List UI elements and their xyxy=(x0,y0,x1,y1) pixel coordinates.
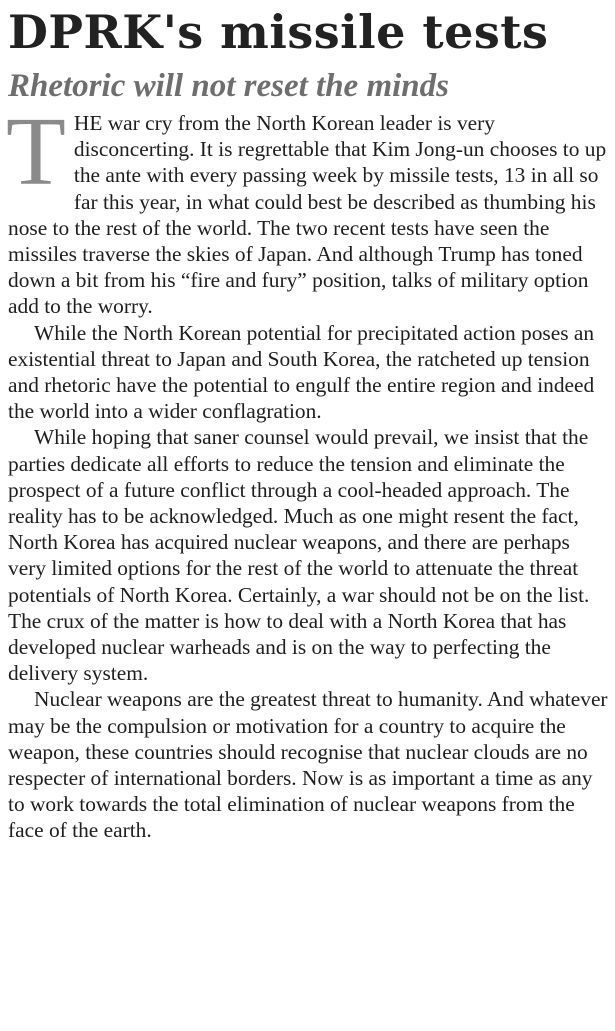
headline: DPRK's missile tests xyxy=(8,5,549,59)
paragraph-1-text: HE war cry from the North Korean leader is very disconcerting. It is regrettable that Kim Jong-un chooses to up the ante with every passing week by missile tests, 13 in all so far this year, in what could best be described as thumbing his nose to the rest of the world. The two recent tests have seen the missiles traverse the skies of Japan. And although Trump has toned down a bit from his “fire and fury” position, talks of military option add to the worry. xyxy=(8,111,607,319)
subheadline: Rhetoric will not reset the minds xyxy=(8,68,449,104)
editorial-article xyxy=(8,6,608,844)
paragraph-4: Nuclear weapons are the greatest threat to humanity. And whatever may be the compulsion or motivation for a country to acquire the weapon, these countries should recognise that nuclear clouds are no respecter of international borders. Now is as important a time as any to work towards the total elimination of nuclear weapons from the face of the earth. xyxy=(8,687,608,843)
drop-cap: T xyxy=(6,98,66,206)
paragraph-1 xyxy=(6,98,608,320)
paragraph-3: While hoping that saner counsel would prevail, we insist that the parties dedicate all efforts to reduce the tension and eliminate the prospect of a future conflict through a cool-headed approach. The reality has to be acknowledged. Much as one might resent the fact, North Korea has acquired nuclear weapons, and there are perhaps very limited options for the rest of the world to attenuate the threat potentials of North Korea. Certainly, a war should not be on the list. The crux of the matter is how to deal with a North Korea that has developed nuclear warheads and is on the way to perfecting the delivery system. xyxy=(8,425,590,686)
paragraph-2: While the North Korean potential for precipitated action poses an existential threat to Japan and South Korea, the ratcheted up tension and rhetoric have the potential to engulf the entire region and indeed the world into a wider conflagration. xyxy=(8,320,595,424)
article-body xyxy=(6,98,608,844)
